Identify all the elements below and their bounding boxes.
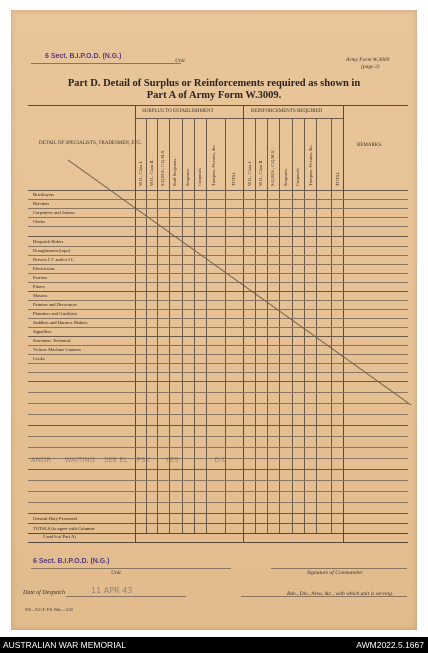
col-label-cpls: Corporals	[197, 168, 202, 186]
col-label-troopers: Troopers, Privates, &c.	[211, 144, 216, 186]
col-label-sgts: Sergeants	[283, 168, 288, 186]
col-label-total: TOTAL	[231, 171, 236, 186]
totals-label: TOTALS (to agree with Columns	[33, 526, 95, 531]
col-label-wo2: W.O., Class II.	[258, 159, 263, 186]
row-label: Farriers	[33, 275, 48, 280]
col-label-sqms: S.Q.M.S., C.Q.M.S.	[270, 149, 275, 186]
row-label: Clerks	[33, 219, 45, 224]
row-label: Saddlers and Harness Makers	[33, 320, 88, 325]
row-label: Bricklayers	[33, 192, 55, 197]
form-ref: Army Form W.3009	[346, 57, 390, 63]
credit-left: AUSTRALIAN WAR MEMORIAL	[3, 640, 126, 650]
row-label: Signallers	[33, 329, 52, 334]
row-label: Vickers Machine Gunners	[33, 347, 81, 352]
signature-line	[271, 568, 407, 569]
general-duty-label: General Duty Personnel	[33, 516, 78, 521]
unit-label: Unit.	[175, 58, 187, 64]
col-label-wo1: W.O., Class I.	[247, 160, 252, 186]
row-label: Storemen, Technical	[33, 338, 71, 343]
unit-stamp: 6 Sect. B.I.P.O.D. (N.G.)	[45, 53, 122, 60]
col-label-wo2: W.O., Class II.	[149, 159, 154, 186]
signature-label: Signature of Commander.	[307, 570, 364, 576]
col-label-sgts: Sergeants	[185, 168, 190, 186]
row-label: Fitters	[33, 284, 45, 289]
footer-unit-line	[31, 568, 231, 569]
form-title-line1: Part D. Detail of Surplus or Reinforcements required as shown in	[67, 78, 361, 89]
surplus-header: SURPLUS TO ESTABLISHMENT	[142, 109, 214, 114]
date-label: Date of Despatch	[23, 590, 65, 596]
delete-note: Bde., Div., Area, &c., with which unit is serving.	[287, 591, 394, 597]
col-label-total: TOTAL	[335, 171, 340, 186]
detail-header: DETAIL OF SPECIALISTS, TRADESMEN, ETC.	[39, 141, 143, 146]
strike-through-line	[11, 10, 417, 630]
col-label-wo1: W.O., Class I.	[138, 160, 143, 186]
row-label: Despatch Riders	[33, 239, 64, 244]
footer-unit-stamp: 6 Sect. B.I.P.O.D. (N.G.)	[33, 558, 110, 565]
row-label: Cooks	[33, 356, 45, 361]
footer-unit-label: Unit.	[111, 570, 123, 576]
row-label: Drivers I.T. and/or I.C.	[33, 257, 76, 262]
col-label-sqms: S.Q.M.S., C.Q.M.S.	[160, 149, 165, 186]
pencil-marks: ANDR WAITING SEE EL PSK YES D.C	[31, 456, 227, 464]
print-ref: 050—N.G.F. P/S. Bde.—3/43	[25, 607, 73, 612]
row-label: Painters and Decorators	[33, 302, 77, 307]
row-label: Butchers	[33, 201, 50, 206]
reinforcements-header: REINFORCEMENTS REQUIRED	[251, 109, 323, 114]
remarks-header: REMARKS.	[357, 143, 383, 148]
totals-label-2: 5 and 6 of Part A)	[43, 534, 76, 539]
row-label: Carpenters and Joiners	[33, 210, 75, 215]
col-label-staff-sgts: Staff Sergeants	[172, 158, 177, 186]
date-line	[66, 596, 186, 597]
row-label: Electricians	[33, 266, 55, 271]
page-ref: (page 2)	[361, 64, 380, 70]
date-value: 11 APR 43	[91, 586, 133, 595]
row-label: Masons	[33, 293, 48, 298]
form-page	[11, 10, 417, 630]
row-label: Draughtsmen (topo)	[33, 248, 71, 253]
form-title-line2: Part A of Army Form W.3009.	[146, 90, 282, 101]
col-label-cpls: Corporals	[295, 168, 300, 186]
col-label-troopers: Troopers, Privates, &c.	[308, 144, 313, 186]
credit-right: AWM2022.5.1667	[356, 640, 424, 650]
row-label: Plumbers and Gasfitters	[33, 311, 78, 316]
